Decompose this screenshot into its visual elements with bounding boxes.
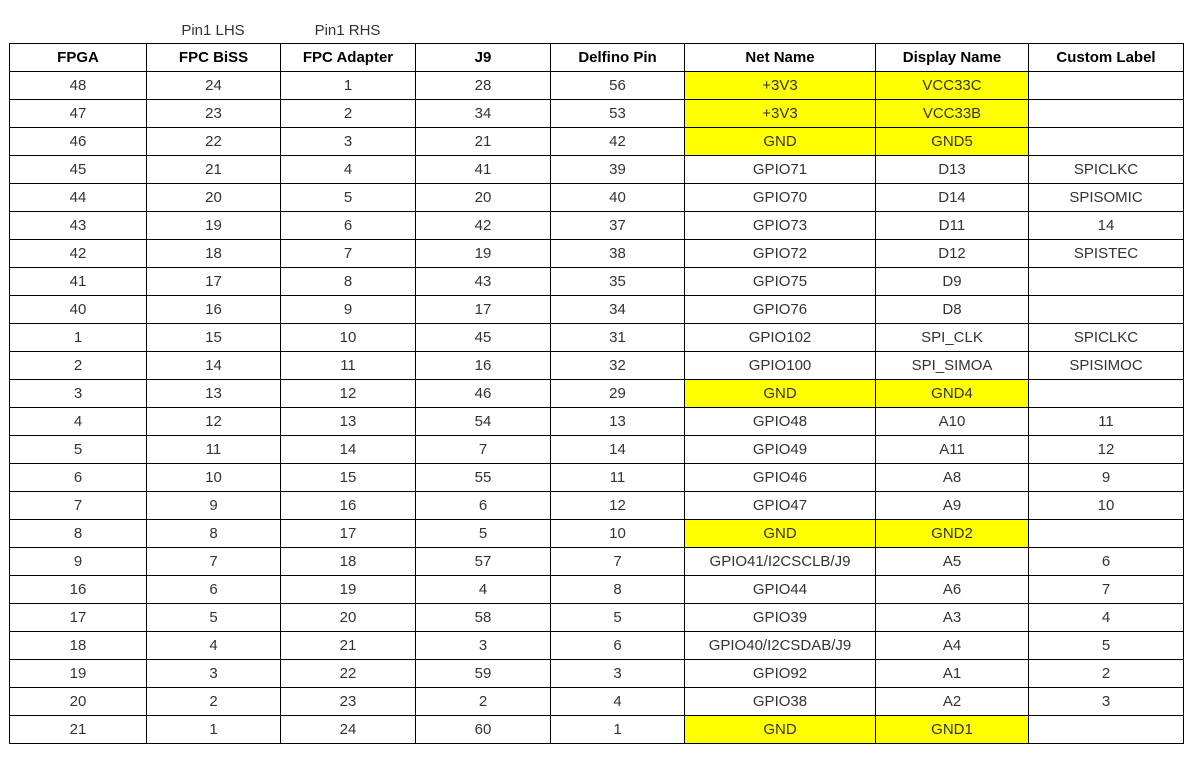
table-row <box>10 604 1184 632</box>
j9-cell: 17 <box>416 296 551 324</box>
delfino-pin-cell: 4 <box>551 688 685 716</box>
fpc-adapter-cell: 23 <box>281 688 416 716</box>
j9-cell: 57 <box>416 548 551 576</box>
net-name-cell: GPIO75 <box>685 268 876 296</box>
fpga-cell: 9 <box>10 548 147 576</box>
net-name-cell: GPIO47 <box>685 492 876 520</box>
net-name-cell: GPIO48 <box>685 408 876 436</box>
display-name-cell: A6 <box>876 576 1029 604</box>
fpga-cell: 16 <box>10 576 147 604</box>
fpga-cell: 18 <box>10 632 147 660</box>
j9-cell: 16 <box>416 352 551 380</box>
display-name-cell: A3 <box>876 604 1029 632</box>
fpga-cell: 17 <box>10 604 147 632</box>
fpc-adapter-cell: 4 <box>281 156 416 184</box>
fpc-adapter-cell: 24 <box>281 716 416 744</box>
fpc-biss-cell: 8 <box>147 520 281 548</box>
delfino-pin-cell: 53 <box>551 100 685 128</box>
delfino-pin-cell: 38 <box>551 240 685 268</box>
net-name-cell: GPIO100 <box>685 352 876 380</box>
custom-label-cell: 11 <box>1029 408 1184 436</box>
fpc-biss-cell: 4 <box>147 632 281 660</box>
net-name-cell: GPIO38 <box>685 688 876 716</box>
fpc-adapter-cell: 6 <box>281 212 416 240</box>
fpga-cell: 8 <box>10 520 147 548</box>
custom-label-cell: 2 <box>1029 660 1184 688</box>
fpga-cell: 2 <box>10 352 147 380</box>
custom-label-cell: 10 <box>1029 492 1184 520</box>
fpc-adapter-cell: 11 <box>281 352 416 380</box>
fpga-cell: 7 <box>10 492 147 520</box>
custom-label-cell: 3 <box>1029 688 1184 716</box>
net-name-cell: GPIO92 <box>685 660 876 688</box>
fpc-biss-cell: 21 <box>147 156 281 184</box>
display-name-cell: GND5 <box>876 128 1029 156</box>
delfino-pin-cell: 31 <box>551 324 685 352</box>
pin1-rhs-annotation: Pin1 RHS <box>314 22 381 39</box>
fpc-adapter-cell: 21 <box>281 632 416 660</box>
j9-cell: 3 <box>416 632 551 660</box>
table-row <box>10 212 1184 240</box>
custom-label-cell: 9 <box>1029 464 1184 492</box>
custom-label-cell <box>1029 520 1184 548</box>
fpga-cell: 20 <box>10 688 147 716</box>
delfino-pin-cell: 10 <box>551 520 685 548</box>
table-body <box>10 72 1184 744</box>
table-row <box>10 520 1184 548</box>
display-name-cell: A4 <box>876 632 1029 660</box>
fpc-biss-cell: 6 <box>147 576 281 604</box>
fpc-biss-cell: 5 <box>147 604 281 632</box>
custom-label-cell: 6 <box>1029 548 1184 576</box>
delfino-pin-cell: 13 <box>551 408 685 436</box>
display-name-cell: D13 <box>876 156 1029 184</box>
delfino-pin-cell: 29 <box>551 380 685 408</box>
display-name-cell: SPI_CLK <box>876 324 1029 352</box>
header-delfino-pin: Delfino Pin <box>551 44 685 72</box>
delfino-pin-cell: 5 <box>551 604 685 632</box>
fpc-biss-cell: 9 <box>147 492 281 520</box>
table-row <box>10 436 1184 464</box>
fpc-adapter-cell: 2 <box>281 100 416 128</box>
fpc-adapter-cell: 16 <box>281 492 416 520</box>
table-row <box>10 632 1184 660</box>
display-name-cell: GND1 <box>876 716 1029 744</box>
net-name-cell: GPIO73 <box>685 212 876 240</box>
table-row <box>10 492 1184 520</box>
j9-cell: 5 <box>416 520 551 548</box>
fpga-cell: 47 <box>10 100 147 128</box>
delfino-pin-cell: 56 <box>551 72 685 100</box>
j9-cell: 46 <box>416 380 551 408</box>
fpc-adapter-cell: 5 <box>281 184 416 212</box>
j9-cell: 21 <box>416 128 551 156</box>
header-j9: J9 <box>416 44 551 72</box>
fpc-adapter-cell: 18 <box>281 548 416 576</box>
display-name-cell: A8 <box>876 464 1029 492</box>
display-name-cell: A10 <box>876 408 1029 436</box>
net-name-cell: GPIO41/I2CSCLB/J9 <box>685 548 876 576</box>
fpc-adapter-cell: 7 <box>281 240 416 268</box>
table-row <box>10 72 1184 100</box>
net-name-cell: GPIO44 <box>685 576 876 604</box>
table-row <box>10 380 1184 408</box>
net-name-cell: GPIO71 <box>685 156 876 184</box>
header-display-name: Display Name <box>876 44 1029 72</box>
header-fpc-biss: FPC BiSS <box>147 44 281 72</box>
display-name-cell: GND2 <box>876 520 1029 548</box>
display-name-cell: A11 <box>876 436 1029 464</box>
display-name-cell: A1 <box>876 660 1029 688</box>
header-fpga: FPGA <box>10 44 147 72</box>
fpc-biss-cell: 3 <box>147 660 281 688</box>
j9-cell: 58 <box>416 604 551 632</box>
display-name-cell: A2 <box>876 688 1029 716</box>
custom-label-cell: 14 <box>1029 212 1184 240</box>
fpga-cell: 45 <box>10 156 147 184</box>
fpc-biss-cell: 16 <box>147 296 281 324</box>
custom-label-cell <box>1029 716 1184 744</box>
delfino-pin-cell: 8 <box>551 576 685 604</box>
fpga-cell: 3 <box>10 380 147 408</box>
j9-cell: 60 <box>416 716 551 744</box>
fpga-cell: 5 <box>10 436 147 464</box>
delfino-pin-cell: 37 <box>551 212 685 240</box>
custom-label-cell: 7 <box>1029 576 1184 604</box>
fpga-cell: 42 <box>10 240 147 268</box>
fpc-biss-cell: 20 <box>147 184 281 212</box>
net-name-cell: GPIO72 <box>685 240 876 268</box>
display-name-cell: VCC33C <box>876 72 1029 100</box>
custom-label-cell: SPISTEC <box>1029 240 1184 268</box>
display-name-cell: D11 <box>876 212 1029 240</box>
delfino-pin-cell: 1 <box>551 716 685 744</box>
table-row <box>10 268 1184 296</box>
table-row <box>10 548 1184 576</box>
j9-cell: 42 <box>416 212 551 240</box>
pin1-lhs-annotation: Pin1 LHS <box>181 22 245 39</box>
header-custom-label: Custom Label <box>1029 44 1184 72</box>
display-name-cell: VCC33B <box>876 100 1029 128</box>
delfino-pin-cell: 39 <box>551 156 685 184</box>
j9-cell: 41 <box>416 156 551 184</box>
fpc-biss-cell: 11 <box>147 436 281 464</box>
fpc-biss-cell: 22 <box>147 128 281 156</box>
net-name-cell: +3V3 <box>685 72 876 100</box>
pin-mapping-table <box>9 43 1184 744</box>
display-name-cell: D8 <box>876 296 1029 324</box>
table-row <box>10 324 1184 352</box>
fpc-biss-cell: 24 <box>147 72 281 100</box>
fpc-biss-cell: 1 <box>147 716 281 744</box>
delfino-pin-cell: 6 <box>551 632 685 660</box>
j9-cell: 59 <box>416 660 551 688</box>
display-name-cell: D9 <box>876 268 1029 296</box>
delfino-pin-cell: 11 <box>551 464 685 492</box>
fpc-biss-cell: 19 <box>147 212 281 240</box>
net-name-cell: GPIO40/I2CSDAB/J9 <box>685 632 876 660</box>
table-row <box>10 660 1184 688</box>
fpga-cell: 1 <box>10 324 147 352</box>
fpc-adapter-cell: 15 <box>281 464 416 492</box>
fpc-biss-cell: 12 <box>147 408 281 436</box>
delfino-pin-cell: 34 <box>551 296 685 324</box>
display-name-cell: GND4 <box>876 380 1029 408</box>
table-row <box>10 128 1184 156</box>
fpc-biss-cell: 7 <box>147 548 281 576</box>
fpga-cell: 19 <box>10 660 147 688</box>
net-name-cell: GND <box>685 716 876 744</box>
fpc-biss-cell: 17 <box>147 268 281 296</box>
table-row <box>10 156 1184 184</box>
delfino-pin-cell: 42 <box>551 128 685 156</box>
display-name-cell: A9 <box>876 492 1029 520</box>
net-name-cell: GPIO102 <box>685 324 876 352</box>
custom-label-cell <box>1029 380 1184 408</box>
fpc-biss-cell: 18 <box>147 240 281 268</box>
net-name-cell: +3V3 <box>685 100 876 128</box>
fpc-adapter-cell: 8 <box>281 268 416 296</box>
j9-cell: 34 <box>416 100 551 128</box>
delfino-pin-cell: 14 <box>551 436 685 464</box>
net-name-cell: GND <box>685 128 876 156</box>
delfino-pin-cell: 40 <box>551 184 685 212</box>
table-row <box>10 688 1184 716</box>
fpc-biss-cell: 2 <box>147 688 281 716</box>
j9-cell: 54 <box>416 408 551 436</box>
net-name-cell: GND <box>685 520 876 548</box>
fpc-adapter-cell: 19 <box>281 576 416 604</box>
custom-label-cell: 5 <box>1029 632 1184 660</box>
table-row <box>10 408 1184 436</box>
table-row <box>10 464 1184 492</box>
custom-label-cell: SPISIMOC <box>1029 352 1184 380</box>
net-name-cell: GPIO70 <box>685 184 876 212</box>
custom-label-cell <box>1029 128 1184 156</box>
display-name-cell: D14 <box>876 184 1029 212</box>
net-name-cell: GPIO46 <box>685 464 876 492</box>
fpc-biss-cell: 14 <box>147 352 281 380</box>
fpc-adapter-cell: 13 <box>281 408 416 436</box>
display-name-cell: SPI_SIMOA <box>876 352 1029 380</box>
fpc-adapter-cell: 3 <box>281 128 416 156</box>
fpga-cell: 4 <box>10 408 147 436</box>
delfino-pin-cell: 3 <box>551 660 685 688</box>
fpc-adapter-cell: 17 <box>281 520 416 548</box>
custom-label-cell <box>1029 100 1184 128</box>
custom-label-cell: SPICLKC <box>1029 324 1184 352</box>
custom-label-cell: 12 <box>1029 436 1184 464</box>
j9-cell: 20 <box>416 184 551 212</box>
fpc-biss-cell: 15 <box>147 324 281 352</box>
custom-label-cell: SPICLKC <box>1029 156 1184 184</box>
j9-cell: 45 <box>416 324 551 352</box>
delfino-pin-cell: 35 <box>551 268 685 296</box>
fpc-biss-cell: 10 <box>147 464 281 492</box>
custom-label-cell: SPISOMIC <box>1029 184 1184 212</box>
custom-label-cell <box>1029 72 1184 100</box>
custom-label-cell <box>1029 296 1184 324</box>
delfino-pin-cell: 32 <box>551 352 685 380</box>
j9-cell: 2 <box>416 688 551 716</box>
table-row <box>10 100 1184 128</box>
j9-cell: 7 <box>416 436 551 464</box>
header-net-name: Net Name <box>685 44 876 72</box>
j9-cell: 28 <box>416 72 551 100</box>
fpc-adapter-cell: 12 <box>281 380 416 408</box>
table-row <box>10 352 1184 380</box>
fpga-cell: 48 <box>10 72 147 100</box>
display-name-cell: A5 <box>876 548 1029 576</box>
net-name-cell: GPIO39 <box>685 604 876 632</box>
fpga-cell: 40 <box>10 296 147 324</box>
table-row <box>10 240 1184 268</box>
net-name-cell: GND <box>685 380 876 408</box>
table-header-row <box>10 44 1184 72</box>
table-row <box>10 716 1184 744</box>
fpc-adapter-cell: 20 <box>281 604 416 632</box>
fpga-cell: 21 <box>10 716 147 744</box>
j9-cell: 6 <box>416 492 551 520</box>
fpga-cell: 41 <box>10 268 147 296</box>
table-row <box>10 576 1184 604</box>
net-name-cell: GPIO76 <box>685 296 876 324</box>
fpc-adapter-cell: 1 <box>281 72 416 100</box>
custom-label-cell: 4 <box>1029 604 1184 632</box>
net-name-cell: GPIO49 <box>685 436 876 464</box>
fpc-biss-cell: 13 <box>147 380 281 408</box>
delfino-pin-cell: 7 <box>551 548 685 576</box>
j9-cell: 4 <box>416 576 551 604</box>
fpc-adapter-cell: 22 <box>281 660 416 688</box>
fpga-cell: 44 <box>10 184 147 212</box>
j9-cell: 19 <box>416 240 551 268</box>
table-row <box>10 184 1184 212</box>
fpc-adapter-cell: 9 <box>281 296 416 324</box>
fpc-adapter-cell: 10 <box>281 324 416 352</box>
fpc-biss-cell: 23 <box>147 100 281 128</box>
header-fpc-adapter: FPC Adapter <box>281 44 416 72</box>
j9-cell: 55 <box>416 464 551 492</box>
delfino-pin-cell: 12 <box>551 492 685 520</box>
table-row <box>10 296 1184 324</box>
display-name-cell: D12 <box>876 240 1029 268</box>
fpga-cell: 46 <box>10 128 147 156</box>
custom-label-cell <box>1029 268 1184 296</box>
j9-cell: 43 <box>416 268 551 296</box>
fpc-adapter-cell: 14 <box>281 436 416 464</box>
fpga-cell: 43 <box>10 212 147 240</box>
fpga-cell: 6 <box>10 464 147 492</box>
